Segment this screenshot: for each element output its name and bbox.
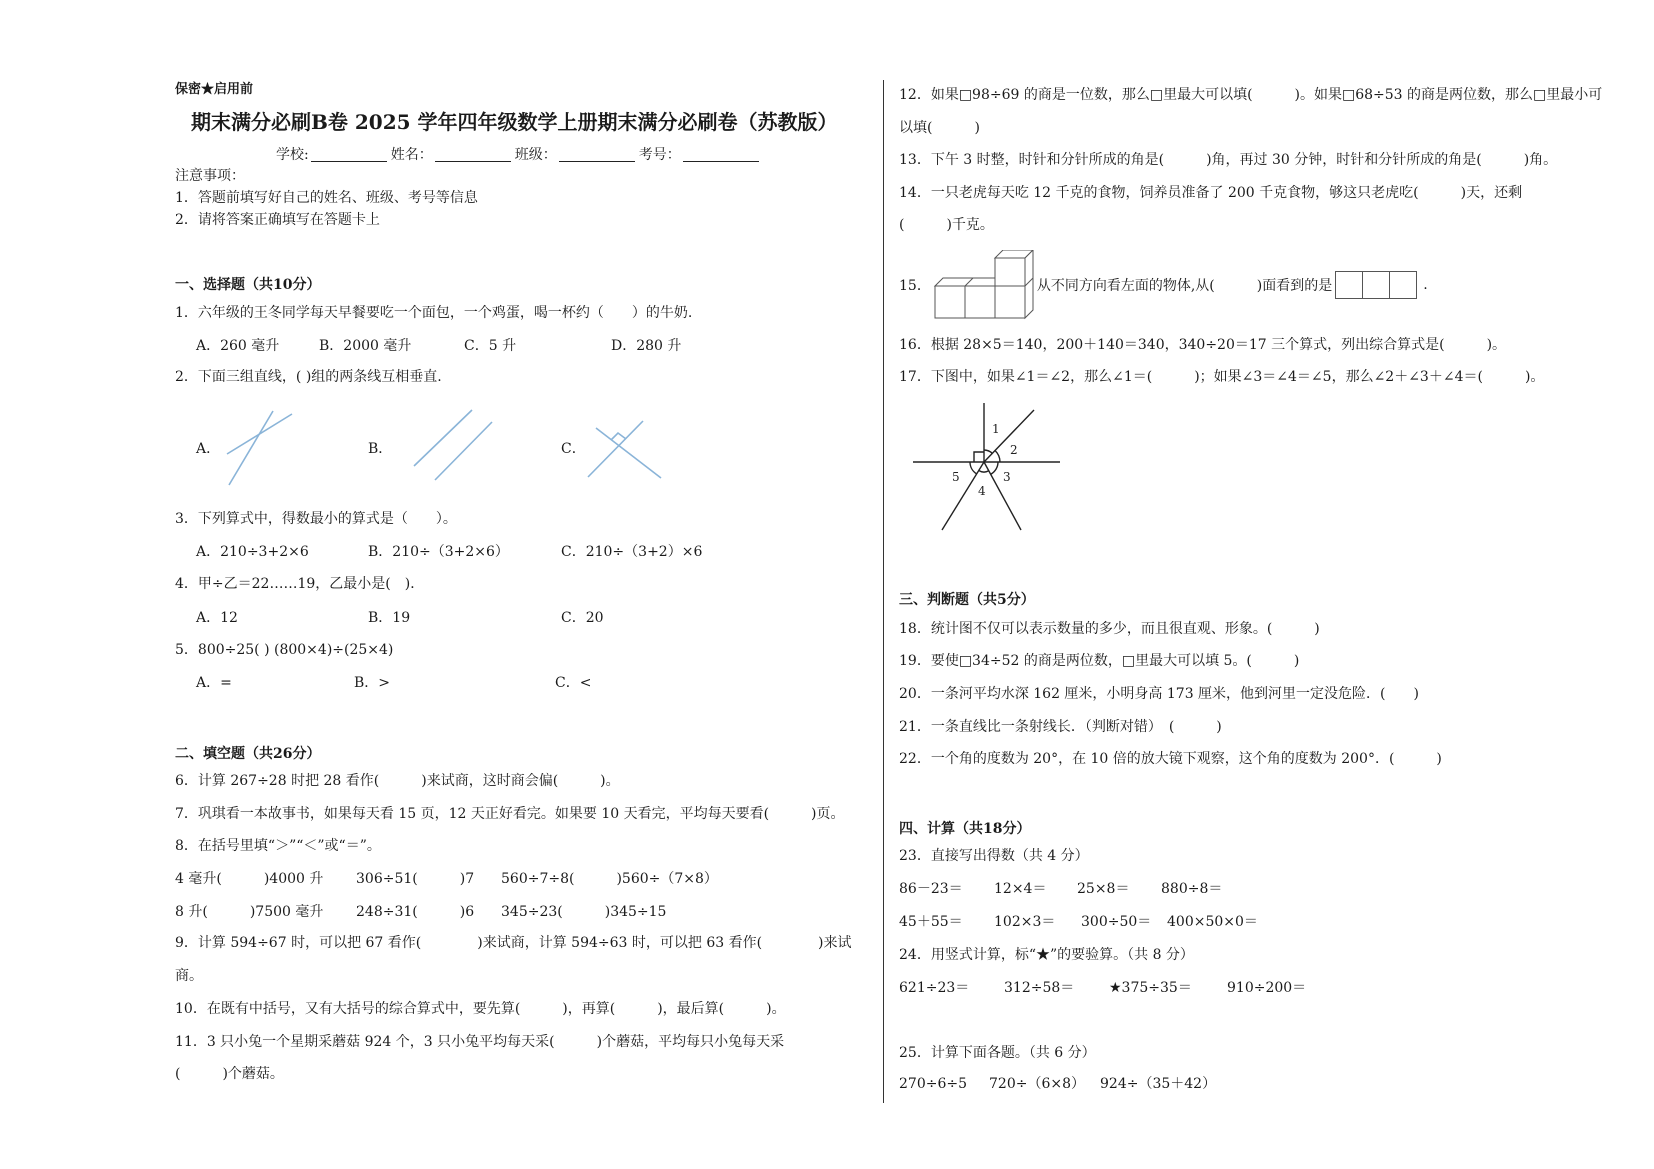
q2-option-c: C． xyxy=(561,441,586,457)
question-7: 7．巩琪看一本故事书，如果每天看 15 页，12 天正好看完。如果要 10 天看完，平均每天要看( )页。 xyxy=(175,806,845,822)
exam-number-label: 考号： xyxy=(638,147,681,163)
note-item: 2．请将答案正确填写在答题卡上 xyxy=(175,212,380,228)
cube-front-face xyxy=(965,286,995,318)
note-item: 1．答题前填写好自己的姓名、班级、考号等信息 xyxy=(175,190,478,206)
angle-label-5: 5 xyxy=(952,470,960,484)
q23-item: 300÷50＝ xyxy=(1081,914,1152,930)
q2-figure-c-perpendicular-lines xyxy=(580,415,670,485)
question-17: 17．下图中，如果∠1＝∠2，那么∠1＝( )；如果∠3＝∠4＝∠5，那么∠2＋∠3＋∠4＝( )。 xyxy=(899,369,1545,385)
q24-item: ★375÷35＝ xyxy=(1109,980,1192,996)
q1-option-a: A．260 毫升 xyxy=(196,338,280,354)
question-23: 23．直接写出得数（共 4 分） xyxy=(899,848,1089,864)
cube-side-face xyxy=(1025,250,1033,318)
q8-item: 560÷7÷8( )560÷（7×8） xyxy=(501,871,718,887)
question-6: 6．计算 267÷28 时把 28 看作( )来试商，这时商会偏( )。 xyxy=(175,773,620,789)
q23-item: 102×3＝ xyxy=(994,914,1056,930)
section-title-calc: 四、计算（共18分） xyxy=(899,821,1031,837)
question-14-cont: ( )千克。 xyxy=(899,217,994,233)
question-16: 16．根据 28×5＝140，200＋140＝340，340÷20＝17 三个算式，列出综合算式是( )。 xyxy=(899,337,1507,353)
line xyxy=(435,422,492,480)
q23-item: 400×50×0＝ xyxy=(1167,914,1258,930)
three-squares-view xyxy=(1336,271,1417,299)
q24-item: 621÷23＝ xyxy=(899,980,970,996)
angle-label-4: 4 xyxy=(978,484,986,498)
angle-arc-1 xyxy=(984,450,992,453)
question-19: 19．要使□34÷52 的商是两位数，□里最大可以填 5。( ) xyxy=(899,653,1300,669)
q4-option-c: C．20 xyxy=(561,610,604,626)
q15-text: 从不同方向看左面的物体,从( )面看到的是 xyxy=(1036,278,1333,294)
q23-item: 86－23＝ xyxy=(899,881,963,897)
question-18: 18．统计图不仅可以表示数量的多少，而且很直观、形象。( ) xyxy=(899,621,1320,637)
q4-option-b: B．19 xyxy=(368,610,411,626)
question-14: 14．一只老虎每天吃 12 千克的食物，饲养员准备了 200 千克食物，够这只老虎吃( )天，还剩 xyxy=(899,185,1523,201)
q4-option-a: A．12 xyxy=(196,610,238,626)
q5-option-c: C．< xyxy=(555,675,592,691)
angle-label-1: 1 xyxy=(992,422,1000,436)
question-2: 2．下面三组直线，( )组的两条线互相垂直. xyxy=(175,369,442,385)
angle-label-2: 2 xyxy=(1010,443,1018,457)
q8-item: 248÷31( )6 xyxy=(356,904,475,920)
q2-figure-a-intersecting-lines xyxy=(220,405,300,490)
name-label: 姓名： xyxy=(390,147,433,163)
angle-diagram xyxy=(905,398,1070,538)
q5-option-a: A．= xyxy=(196,675,232,691)
confidential-label: 保密★启用前 xyxy=(175,82,254,97)
cube-stack-figure xyxy=(933,250,1035,320)
angle-arc-3 xyxy=(991,462,998,474)
school-label: 学校: xyxy=(276,147,309,163)
question-8: 8．在括号里填“＞”“＜”或“＝”。 xyxy=(175,838,381,854)
q8-item: 345÷23( )345÷15 xyxy=(501,904,667,920)
question-12: 12．如果□98÷69 的商是一位数，那么□里最大可以填( )。如果□68÷53 的商是两位数，那么□里最小可 xyxy=(899,87,1603,103)
question-25: 25．计算下面各题。（共 6 分） xyxy=(899,1045,1096,1061)
q3-option-a: A．210÷3+2×6 xyxy=(196,544,309,560)
q1-option-b: B．2000 毫升 xyxy=(319,338,412,354)
q8-item: 306÷51( )7 xyxy=(356,871,475,887)
q3-option-c: C．210÷（3+2）×6 xyxy=(561,544,703,560)
column-divider xyxy=(883,80,884,1103)
upper-right-ray xyxy=(984,410,1034,462)
q3-option-b: B．210÷（3+2×6） xyxy=(368,544,509,560)
q25-item: 720÷（6×8） xyxy=(989,1076,1085,1092)
question-11-cont: ( )个蘑菇。 xyxy=(175,1066,284,1082)
angle-label-3: 3 xyxy=(1003,470,1011,484)
right-angle-marker xyxy=(611,433,626,440)
class-blank xyxy=(559,147,635,162)
question-21: 21．一条直线比一条射线长．（判断对错） ( ) xyxy=(899,719,1222,735)
right-angle-marker xyxy=(974,452,984,462)
q24-item: 312÷58＝ xyxy=(1004,980,1075,996)
question-10: 10．在既有中括号，又有大括号的综合算式中，要先算( )，再算( )，最后算( )。 xyxy=(175,1001,786,1017)
question-15 xyxy=(899,250,1428,320)
q15-period: . xyxy=(1423,277,1428,293)
cube-front-face xyxy=(995,286,1025,318)
school-blank xyxy=(311,147,387,162)
question-1: 1．六年级的王冬同学每天早餐要吃一个面包，一个鸡蛋，喝一杯约（ ）的牛奶. xyxy=(175,305,693,321)
angle-arc-2 xyxy=(995,451,1000,463)
q2-figure-b-parallel-lines xyxy=(405,405,500,485)
question-22: 22．一个角的度数为 20°，在 10 倍的放大镜下观察，这个角的度数为 200°．( ) xyxy=(899,751,1442,767)
student-info-line xyxy=(276,146,763,164)
section-title-fill: 二、填空题（共26分） xyxy=(175,746,321,762)
cube-top-face xyxy=(935,278,995,286)
q23-item: 45＋55＝ xyxy=(899,914,963,930)
cube-front-face xyxy=(995,258,1025,286)
section-title-choice: 一、选择题（共10分） xyxy=(175,277,321,293)
q8-item: 8 升( )7500 毫升 xyxy=(175,904,324,920)
exam-number-blank xyxy=(683,147,759,162)
question-24: 24．用竖式计算，标“★”的要验算。（共 8 分） xyxy=(899,947,1194,963)
line xyxy=(414,410,472,466)
class-label: 班级： xyxy=(514,147,557,163)
question-13: 13．下午 3 时整，时针和分针所成的角是( )角，再过 30 分钟，时针和分针所成的角是( )角。 xyxy=(899,152,1558,168)
q25-item: 924÷（35＋42） xyxy=(1100,1076,1217,1092)
q8-item: 4 毫升( )4000 升 xyxy=(175,871,324,887)
section-title-judge: 三、判断题（共5分） xyxy=(899,592,1035,608)
view-square xyxy=(1335,271,1363,299)
q25-item: 270÷6÷5 xyxy=(899,1076,967,1092)
question-9: 9．计算 594÷67 时，可以把 67 看作( )来试商，计算 594÷63 时，可以把 63 看作( )来试 xyxy=(175,935,852,951)
q2-option-b: B． xyxy=(368,441,393,457)
question-5: 5．800÷25( ) (800×4)÷(25×4) xyxy=(175,642,394,658)
angle-arc-4 xyxy=(979,471,989,473)
question-20: 20．一条河平均水深 162 厘米，小明身高 173 厘米，他到河里一定没危险．( ) xyxy=(899,686,1419,702)
view-square xyxy=(1362,271,1390,299)
q1-option-c: C．5 升 xyxy=(464,338,517,354)
q1-option-d: D．280 升 xyxy=(611,338,682,354)
name-blank xyxy=(435,147,511,162)
line xyxy=(588,421,643,477)
q2-option-a: A． xyxy=(196,441,221,457)
page-title: 期末满分必刷B卷 2025 学年四年级数学上册期末满分必刷卷（苏教版） xyxy=(191,110,838,134)
question-11: 11．3 只小兔一个星期采蘑菇 924 个，3 只小兔平均每天采( )个蘑菇，平均每只小兔每天采 xyxy=(175,1034,785,1050)
question-9-cont: 商。 xyxy=(175,968,203,984)
question-3: 3．下列算式中，得数最小的算式是（ ）。 xyxy=(175,511,457,527)
question-12-cont: 以填( ) xyxy=(899,120,980,136)
question-4: 4．甲÷乙＝22……19，乙最小是( )． xyxy=(175,576,425,592)
notes-title: 注意事项： xyxy=(175,168,245,184)
q23-item: 25×8＝ xyxy=(1077,881,1130,897)
q23-item: 880÷8＝ xyxy=(1161,881,1223,897)
line xyxy=(227,414,292,454)
cube-front-face xyxy=(935,286,965,318)
angle-arc-5 xyxy=(970,462,977,474)
q15-number: 15． xyxy=(899,278,931,294)
view-square xyxy=(1389,271,1417,299)
q5-option-b: B．> xyxy=(354,675,391,691)
q24-item: 910÷200＝ xyxy=(1227,980,1307,996)
q23-item: 12×4＝ xyxy=(994,881,1047,897)
